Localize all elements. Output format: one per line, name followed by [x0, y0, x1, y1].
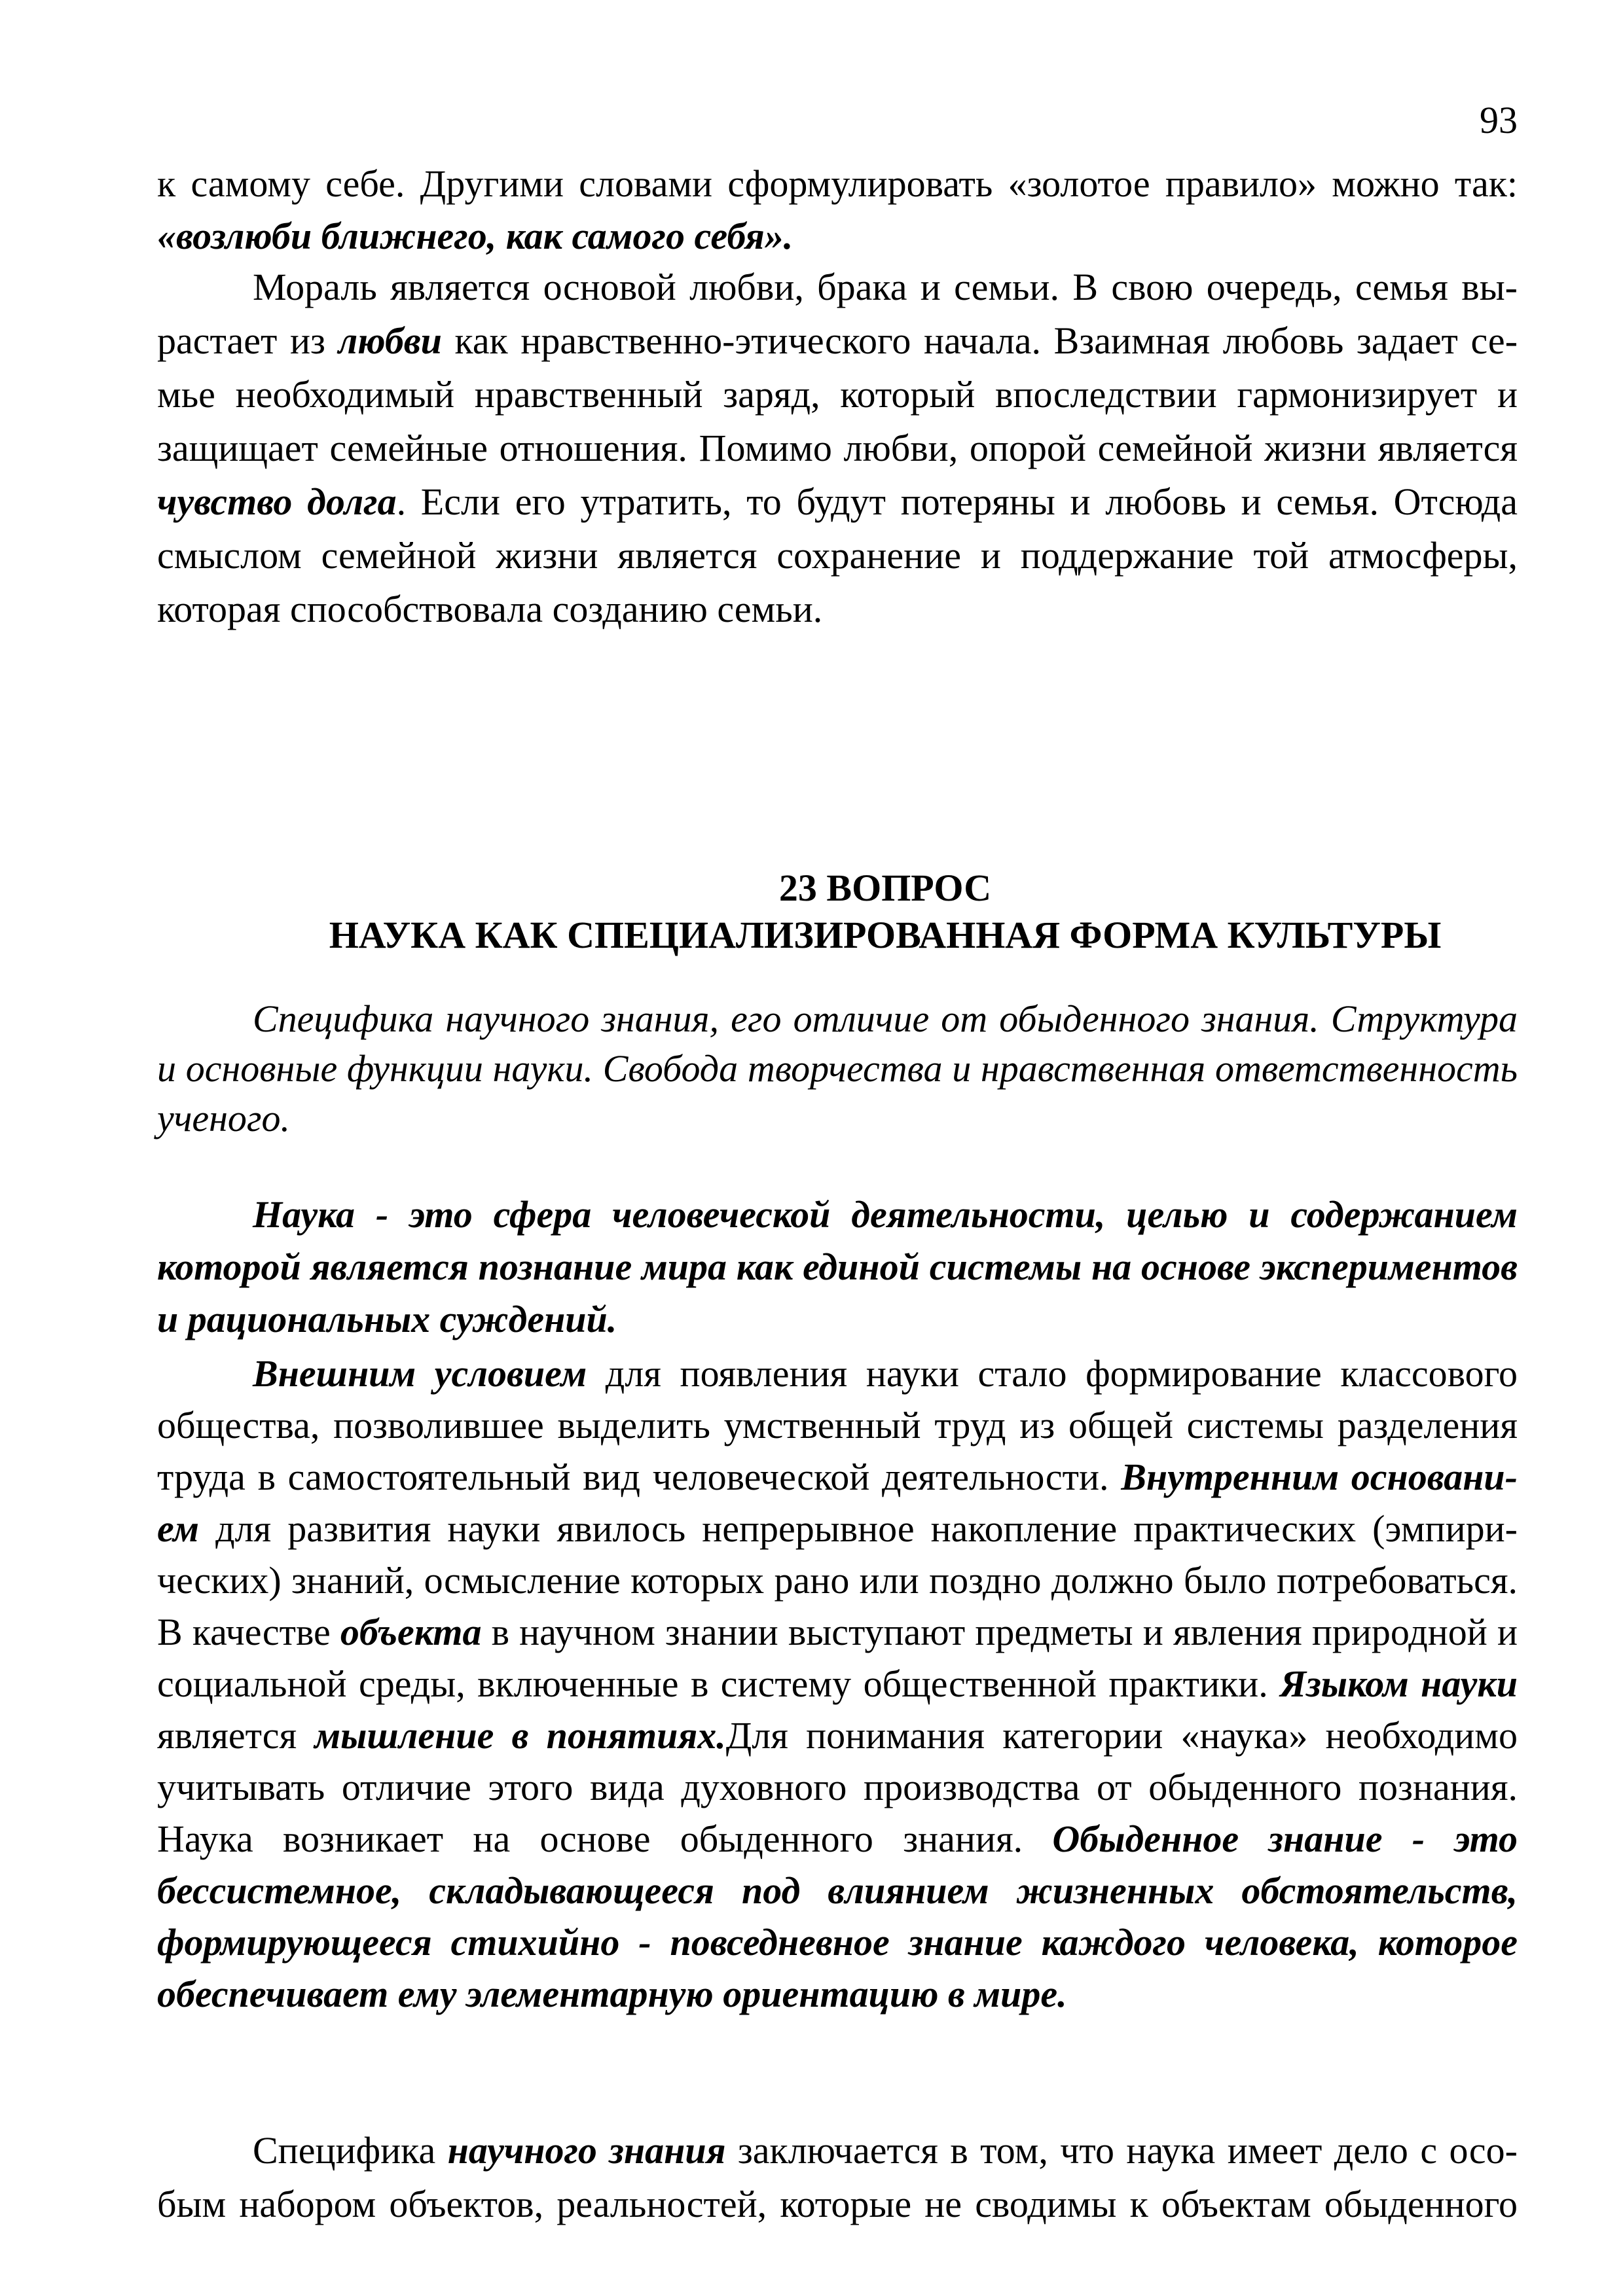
emphasis-text: объекта	[340, 1611, 482, 1653]
emphasis-text: научного знания	[447, 2129, 726, 2172]
emphasis-text: Внешним условием	[253, 1352, 587, 1395]
text-run: . Если его утратить, то будут потеряны и любовь и семья. Отсюда смыслом семейной жизни является сохранение и поддержание той атмосферы, которая способствовала созданию семьи.	[157, 480, 1518, 630]
paragraph-text	[157, 2124, 1518, 2231]
emphasis-text: Наука - это сфера человеческой деятельности, целью и содержанием которой является познание мира как единой системы на основе экспериментов и рациональных суждений.	[157, 1193, 1518, 1340]
section-title: НАУКА КАК СПЕЦИАЛИЗИРОВАННАЯ ФОРМА КУЛЬТУРЫ	[329, 914, 1442, 956]
paragraph-golden-rule	[157, 158, 1518, 262]
question-number: 23 ВОПРОС	[778, 867, 992, 909]
text-run: Специфика	[253, 2129, 448, 2172]
text-run: для появления науки стало формирование классового общества, позволившее выделить умственный труд из общей системы разделения труда в самостоятельный вид человеческой деятельности.	[157, 1352, 1518, 1498]
text-run: является	[157, 1714, 315, 1757]
emphasis-text: Языком науки	[1280, 1662, 1518, 1705]
emphasis-text: Обыденное знание - это бессистемное, складывающееся под влиянием жизненных обстоятельств, формирующееся стихийно - повседневное знание каждого человека, которое обеспечивает ему элементарную ориентацию в мире.	[157, 1818, 1518, 2015]
emphasis-text: «возлюби ближнего, как самого себя».	[157, 215, 793, 257]
paragraph-morality	[157, 260, 1518, 636]
text-run: Для понимания категории «наука» необходимо учитывать отличие этого вида духовного производства от обыденного познания. Наука возникает на основе обыденного знания.	[157, 1714, 1518, 1860]
paragraph-text	[157, 260, 1518, 636]
text-run: в научном знании выступают предметы и явления природной и социальной среды, включенные в систему общественной практики.	[157, 1611, 1518, 1705]
definition-text	[157, 1189, 1518, 1346]
paragraph-specifics	[157, 2124, 1518, 2231]
text-run: для развития науки явилось непрерывное накопление практических (эмпирических) знаний, осмысление которых рано или поздно должно было потребоваться. В качестве	[157, 1507, 1518, 1653]
text-run: к самому себе. Другими словами сформулировать «золотое правило» можно так:	[157, 162, 1518, 205]
definition-science	[157, 1189, 1518, 1346]
text-run: заключается в том, что наука имеет дело с особым набором объектов, реальностей, которые не сводимы к объектам обыденного	[157, 2129, 1518, 2225]
section-heading	[157, 865, 1518, 959]
emphasis-text: любви	[338, 319, 442, 362]
subtitle-text: Специфика научного знания, его отличие от обыденного знания. Структура и основные функции науки. Свобода творчества и нравственная ответственность ученого.	[157, 997, 1518, 1139]
section-subtitle	[157, 994, 1518, 1143]
text-run: Мораль является основой любви, брака и семьи. В свою очередь, семья вырастает из	[157, 266, 1518, 362]
paragraph-conditions	[157, 1348, 1518, 2020]
page-number: 93	[1480, 99, 1518, 141]
paragraph-text	[157, 1348, 1518, 2020]
text-run: как нравственно-этического начала. Взаимная любовь задает семье необходимый нравственный заряд, который впоследствии гармонизирует и защищает семейные отношения. Помимо любви, опорой семейной жизни является	[157, 319, 1518, 469]
emphasis-text: Внутренним основанием	[157, 1456, 1518, 1550]
emphasis-text: чувство долга	[157, 480, 397, 523]
emphasis-text: мышление в понятиях.	[314, 1714, 726, 1757]
paragraph-text	[157, 158, 1518, 262]
